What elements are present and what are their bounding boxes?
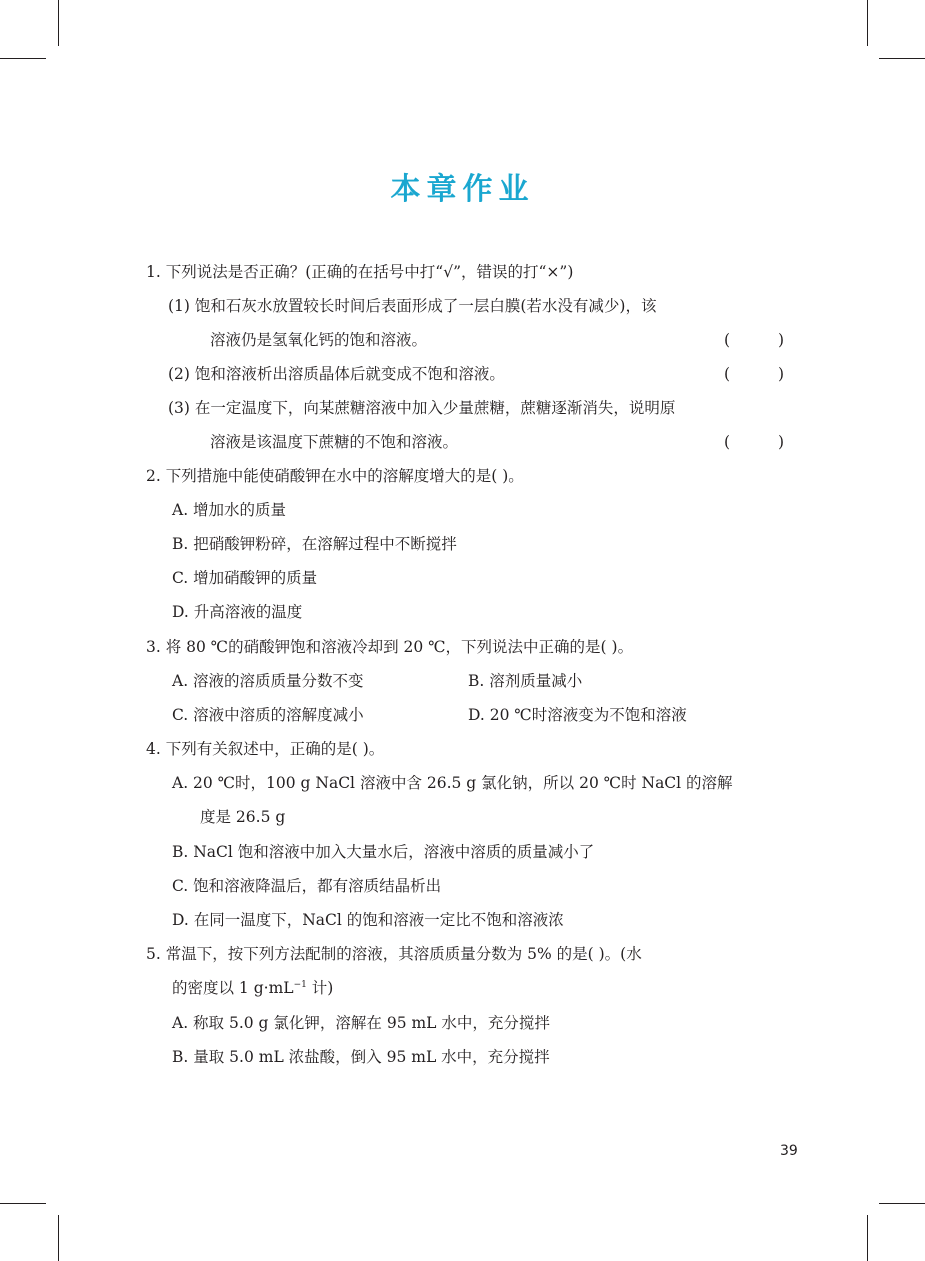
q1-statement-2: (2) 饱和溶液析出溶质晶体后就变成不饱和溶液。 xyxy=(168,365,505,383)
q3-option-d: D. 20 ℃时溶液变为不饱和溶液 xyxy=(468,706,687,724)
answer-bracket xyxy=(724,363,785,385)
q1-statement-1-cont: 溶液仍是氢氧化钙的饱和溶液。 xyxy=(210,331,428,349)
crop-mark xyxy=(0,1203,46,1204)
answer-bracket xyxy=(724,329,785,351)
q2-option-b: B. 把硝酸钾粉碎，在溶解过程中不断搅拌 xyxy=(172,535,457,553)
bracket-open: ( xyxy=(724,433,731,451)
question-1-stem: 1. 下列说法是否正确？(正确的在括号中打“√”，错误的打“×”) xyxy=(146,263,574,281)
q1-statement-3-cont: 溶液是该温度下蔗糖的不饱和溶液。 xyxy=(210,433,459,451)
answer-bracket xyxy=(724,431,785,453)
crop-mark xyxy=(879,58,925,59)
q3-option-c: C. 溶液中溶质的溶解度减小 xyxy=(172,706,364,724)
q4-option-a: A. 20 ℃时，100 g NaCl 溶液中含 26.5 g 氯化钠，所以 20 ℃时 NaCl 的溶解 xyxy=(172,774,733,792)
bracket-close: ) xyxy=(778,365,785,383)
q2-option-a: A. 增加水的质量 xyxy=(172,501,287,519)
page-number: 39 xyxy=(780,1143,798,1159)
q2-option-d: D. 升高溶液的温度 xyxy=(172,603,303,621)
q4-option-a-cont: 度是 26.5 g xyxy=(200,808,286,826)
q4-option-b: B. NaCl 饱和溶液中加入大量水后，溶液中溶质的质量减小了 xyxy=(172,843,595,861)
q5-option-b: B. 量取 5.0 mL 浓盐酸，倒入 95 mL 水中，充分搅拌 xyxy=(172,1048,550,1066)
q3-option-a: A. 溶液的溶质质量分数不变 xyxy=(172,672,364,690)
question-5-stem-cont xyxy=(172,977,333,999)
bracket-close: ) xyxy=(778,433,785,451)
q5-density-unit: 计) xyxy=(306,979,334,997)
q4-option-c: C. 饱和溶液降温后，都有溶质结晶析出 xyxy=(172,877,442,895)
q5-exponent: −1 xyxy=(293,979,307,990)
bracket-open: ( xyxy=(724,331,731,349)
crop-mark xyxy=(879,1203,925,1204)
q5-option-a: A. 称取 5.0 g 氯化钾，溶解在 95 mL 水中，充分搅拌 xyxy=(172,1014,550,1032)
q1-statement-3: (3) 在一定温度下，向某蔗糖溶液中加入少量蔗糖，蔗糖逐渐消失，说明原 xyxy=(168,399,676,417)
q3-option-b: B. 溶剂质量减小 xyxy=(468,672,583,690)
question-2-stem: 2. 下列措施中能使硝酸钾在水中的溶解度增大的是( )。 xyxy=(146,467,524,485)
q4-option-d: D. 在同一温度下，NaCl 的饱和溶液一定比不饱和溶液浓 xyxy=(172,911,564,929)
question-5-stem: 5. 常温下，按下列方法配制的溶液，其溶质质量分数为 5% 的是( )。(水 xyxy=(146,945,642,963)
bracket-close: ) xyxy=(778,331,785,349)
question-3-stem: 3. 将 80 ℃的硝酸钾饱和溶液冷却到 20 ℃，下列说法中正确的是( )。 xyxy=(146,638,634,656)
question-4-stem: 4. 下列有关叙述中，正确的是( )。 xyxy=(146,740,385,758)
page-title: 本章作业 xyxy=(390,172,535,207)
crop-mark xyxy=(58,1215,59,1261)
crop-mark xyxy=(867,0,868,46)
q2-option-c: C. 增加硝酸钾的质量 xyxy=(172,569,318,587)
q1-statement-1: (1) 饱和石灰水放置较长时间后表面形成了一层白膜(若水没有减少)，该 xyxy=(168,297,657,315)
crop-mark xyxy=(58,0,59,46)
bracket-open: ( xyxy=(724,365,731,383)
crop-mark xyxy=(867,1215,868,1261)
q5-density-text: 的密度以 1 g·mL xyxy=(172,979,294,997)
crop-mark xyxy=(0,58,46,59)
